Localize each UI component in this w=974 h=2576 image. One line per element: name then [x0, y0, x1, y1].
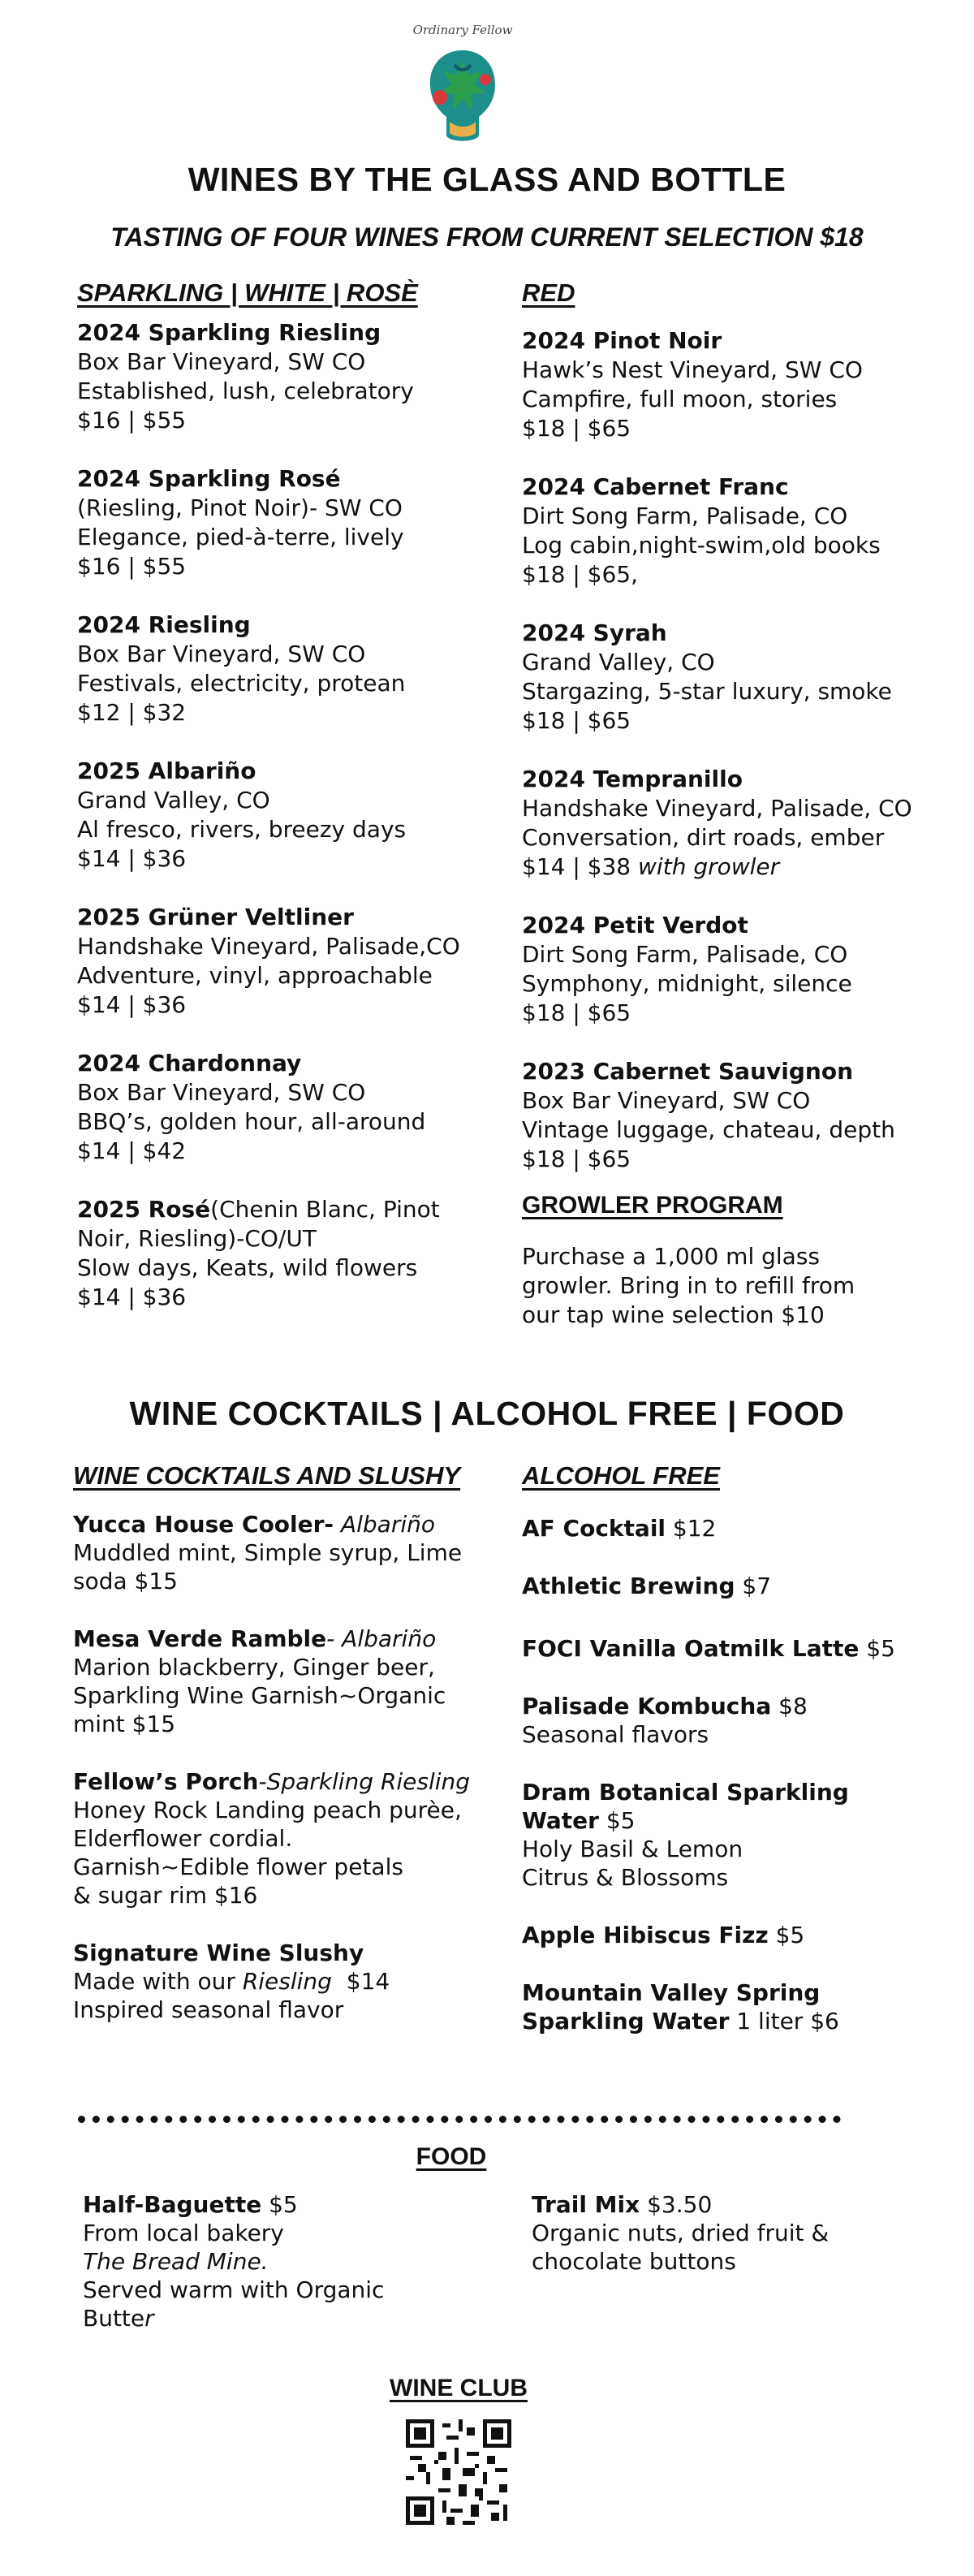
cocktail-desc: Elderflower cordial. — [73, 1825, 293, 1852]
logo-script: Ordinary Fellow — [412, 23, 513, 37]
tasting-line: TASTING OF FOUR WINES FROM CURRENT SELECTION $18 — [110, 222, 864, 252]
wine-notes: Al fresco, rivers, breezy days — [77, 816, 407, 843]
wine-origin: Grand Valley, CO — [77, 787, 270, 813]
wine-origin: Box Bar Vineyard, SW CO — [522, 1087, 811, 1114]
qr-code-icon — [406, 2419, 511, 2525]
wine-item — [77, 903, 515, 1020]
af-item — [522, 1634, 960, 1663]
wine-origin: Grand Valley, CO — [522, 649, 715, 675]
af-name: Mountain Valley Spring — [522, 1979, 821, 2006]
wine-notes: Log cabin,night-swim,old books — [522, 532, 881, 559]
wine-item — [522, 911, 960, 1028]
wine-notes: Stargazing, 5-star luxury, smoke — [522, 678, 892, 705]
food-desc: From local bakery — [83, 2220, 284, 2246]
cocktail-name: Yucca House Cooler- — [73, 1511, 334, 1538]
af-name: FOCI Vanilla Oatmilk Latte — [522, 1635, 860, 1662]
cocktail-desc: Sparkling Wine Garnish~Organic — [73, 1682, 446, 1709]
wine-name: 2024 Tempranillo — [522, 766, 743, 792]
wine-price: $14 | $38 — [522, 853, 631, 880]
wine-item — [77, 611, 515, 727]
cocktail-desc: mint $15 — [73, 1711, 176, 1737]
af-name: Athletic Brewing — [522, 1573, 735, 1599]
cocktail-desc: Garnish~Edible flower petals — [73, 1853, 403, 1880]
wine-name: 2024 Petit Verdot — [522, 912, 748, 938]
food-item-baguette — [83, 2190, 489, 2332]
wine-item — [522, 619, 960, 736]
food-desc: Served warm with Organic — [83, 2276, 385, 2303]
af-item — [522, 1978, 960, 2035]
wine-notes: BBQ’s, golden hour, all-around — [77, 1108, 426, 1135]
af-item — [522, 1572, 960, 1600]
wine-name: 2025 Rosé — [77, 1196, 211, 1223]
af-desc: Seasonal flavors — [522, 1721, 709, 1748]
food-item-trail-mix — [532, 2190, 937, 2276]
cocktail-item — [73, 1625, 495, 1738]
section-title: WINE COCKTAILS | ALCOHOL FREE | FOOD — [129, 1395, 845, 1432]
white-section-heading: SPARKLING | WHITE | ROSÈ — [77, 278, 418, 307]
cocktail-desc: Honey Rock Landing peach purèe, — [73, 1797, 462, 1823]
food-heading: FOOD — [416, 2143, 487, 2170]
food-name: Trail Mix — [532, 2191, 640, 2218]
wine-name: 2024 Sparkling Riesling — [77, 319, 381, 346]
cocktails-heading: WINE COCKTAILS AND SLUSHY — [73, 1461, 461, 1490]
wine-price: $12 | $32 — [77, 699, 187, 726]
wine-price: $18 | $65 — [522, 707, 631, 734]
page-title: WINES BY THE GLASS AND BOTTLE — [187, 161, 787, 198]
wine-origin: Handshake Vineyard, Palisade,CO — [77, 933, 460, 960]
cocktail-wine: Riesling — [242, 1968, 332, 1995]
wine-item — [77, 757, 515, 874]
cocktail-name: Signature Wine Slushy — [73, 1940, 364, 1966]
food-price: $3.50 — [640, 2191, 713, 2218]
af-price: 1 liter $6 — [729, 2008, 839, 2034]
cocktail-wine: -Sparkling Riesling — [258, 1768, 471, 1795]
wine-price: $18 | $65 — [522, 415, 631, 442]
wine-blend: (Chenin Blanc, Pinot — [210, 1196, 440, 1223]
af-price: $7 — [735, 1573, 772, 1599]
af-name: Palisade Kombucha — [522, 1693, 772, 1719]
cocktail-wine: - Albariño — [326, 1625, 437, 1652]
wine-notes: Established, lush, celebratory — [77, 378, 414, 404]
cocktail-desc: soda $15 — [73, 1568, 178, 1594]
growler-line: growler. Bring in to refill from — [522, 1272, 855, 1299]
cocktail-desc: & sugar rim $16 — [73, 1882, 258, 1909]
red-wine-list — [522, 326, 960, 1203]
wine-price: $14 | $36 — [77, 1284, 187, 1310]
wine-price: $16 | $55 — [77, 407, 187, 434]
cocktail-item — [73, 1510, 495, 1595]
af-desc: Holy Basil & Lemon — [522, 1836, 743, 1862]
af-price: $5 — [598, 1807, 636, 1834]
logo-head-icon — [422, 47, 503, 153]
wine-origin: Hawk’s Nest Vineyard, SW CO — [522, 356, 863, 383]
wine-price: $16 | $55 — [77, 553, 187, 580]
wine-price: $14 | $42 — [77, 1137, 187, 1164]
wine-item — [77, 318, 515, 435]
food-desc: r — [144, 2305, 154, 2332]
af-desc: Citrus & Blossoms — [522, 1864, 729, 1891]
wine-origin: Box Bar Vineyard, SW CO — [77, 641, 366, 667]
wine-item — [522, 472, 960, 589]
af-name: Dram Botanical Sparkling — [522, 1779, 849, 1806]
wine-origin: (Riesling, Pinot Noir)- SW CO — [77, 494, 403, 521]
food-desc: Butte — [83, 2305, 145, 2332]
growler-heading: GROWLER PROGRAM — [522, 1192, 783, 1219]
wine-name: 2025 Albariño — [77, 757, 256, 784]
cocktail-name: Fellow’s Porch — [73, 1768, 259, 1795]
wine-origin: Box Bar Vineyard, SW CO — [77, 348, 366, 375]
af-item — [522, 1921, 960, 1949]
wine-price: $18 | $65 — [522, 1146, 631, 1172]
wine-origin: Box Bar Vineyard, SW CO — [77, 1079, 366, 1106]
white-wine-list — [77, 318, 515, 1341]
af-name: Water — [522, 1807, 599, 1834]
af-item — [522, 1692, 960, 1749]
af-price: $12 — [666, 1515, 717, 1542]
wine-notes: Symphony, midnight, silence — [522, 970, 852, 997]
af-name: AF Cocktail — [522, 1515, 666, 1542]
af-name: Apple Hibiscus Fizz — [522, 1922, 769, 1948]
wine-price: $14 | $36 — [77, 845, 187, 872]
dotted-divider — [78, 2116, 841, 2123]
food-price: $5 — [261, 2191, 298, 2218]
af-heading: ALCOHOL FREE — [522, 1461, 720, 1490]
wine-item — [522, 326, 960, 443]
cocktail-desc: Muddled mint, Simple syrup, Lime — [73, 1539, 463, 1566]
af-item — [522, 1778, 960, 1892]
af-name: Sparkling Water — [522, 2008, 730, 2034]
red-section-heading: RED — [522, 278, 575, 307]
af-price: $8 — [771, 1693, 808, 1719]
qr-code[interactable] — [406, 2419, 511, 2528]
af-list — [522, 1514, 960, 2065]
food-desc: Organic nuts, dried fruit & — [532, 2220, 830, 2246]
cocktail-name: Mesa Verde Ramble — [73, 1625, 327, 1652]
af-price: $5 — [768, 1922, 805, 1948]
wine-club-heading: WINE CLUB — [390, 2375, 528, 2401]
growler-text — [522, 1242, 960, 1330]
cocktail-item — [73, 1939, 495, 2024]
wine-name: 2023 Cabernet Sauvignon — [522, 1058, 854, 1085]
cocktail-desc: Inspired seasonal flavor — [73, 1996, 344, 2023]
cocktail-wine: Albariño — [334, 1511, 435, 1538]
wine-notes: Elegance, pied-à-terre, lively — [77, 524, 404, 550]
wine-notes: Festivals, electricity, protean — [77, 670, 406, 697]
cocktail-desc: Marion blackberry, Ginger beer, — [73, 1654, 435, 1681]
growler-line: our tap wine selection $10 — [522, 1301, 825, 1328]
wine-notes: Vintage luggage, chateau, depth — [522, 1116, 895, 1143]
wine-origin: Dirt Song Farm, Palisade, CO — [522, 941, 848, 968]
cocktail-item — [73, 1767, 495, 1909]
growler-line: Purchase a 1,000 ml glass — [522, 1243, 821, 1270]
wine-item — [77, 464, 515, 581]
wine-notes: Slow days, Keats, wild flowers — [77, 1254, 418, 1281]
wine-origin: Dirt Song Farm, Palisade, CO — [522, 503, 848, 529]
wine-item — [77, 1195, 515, 1312]
wine-price: $18 | $65 — [522, 999, 631, 1026]
wine-item — [522, 765, 960, 882]
wine-name: 2024 Riesling — [77, 611, 251, 638]
wine-name: 2024 Chardonnay — [77, 1050, 302, 1077]
wine-name: 2024 Syrah — [522, 619, 667, 646]
cocktail-desc: Made with our — [73, 1968, 243, 1995]
wine-name: 2025 Grüner Veltliner — [77, 904, 354, 930]
wine-price: $14 | $36 — [77, 991, 187, 1018]
wine-origin: Noir, Riesling)-CO/UT — [77, 1225, 317, 1252]
wine-name: 2024 Sparkling Rosé — [77, 465, 341, 492]
wine-notes: Campfire, full moon, stories — [522, 386, 838, 412]
af-item — [522, 1514, 960, 1543]
wine-name: 2024 Cabernet Franc — [522, 473, 789, 500]
af-price: $5 — [859, 1635, 895, 1662]
wine-item — [522, 1057, 960, 1174]
food-desc: The Bread Mine. — [83, 2248, 269, 2275]
wine-name: 2024 Pinot Noir — [522, 327, 722, 354]
wine-item — [77, 1049, 515, 1166]
food-name: Half-Baguette — [83, 2191, 262, 2218]
cocktail-list — [73, 1510, 495, 2053]
wine-origin: Handshake Vineyard, Palisade, CO — [522, 795, 912, 822]
wine-price: $18 | $65, — [522, 561, 639, 588]
wine-notes: Conversation, dirt roads, ember — [522, 824, 885, 851]
wine-notes: Adventure, vinyl, approachable — [77, 962, 433, 989]
food-desc: chocolate buttons — [532, 2248, 736, 2275]
brand-logo — [410, 23, 515, 153]
growler-note: with growler — [638, 853, 780, 880]
cocktail-price: $14 — [331, 1968, 390, 1995]
